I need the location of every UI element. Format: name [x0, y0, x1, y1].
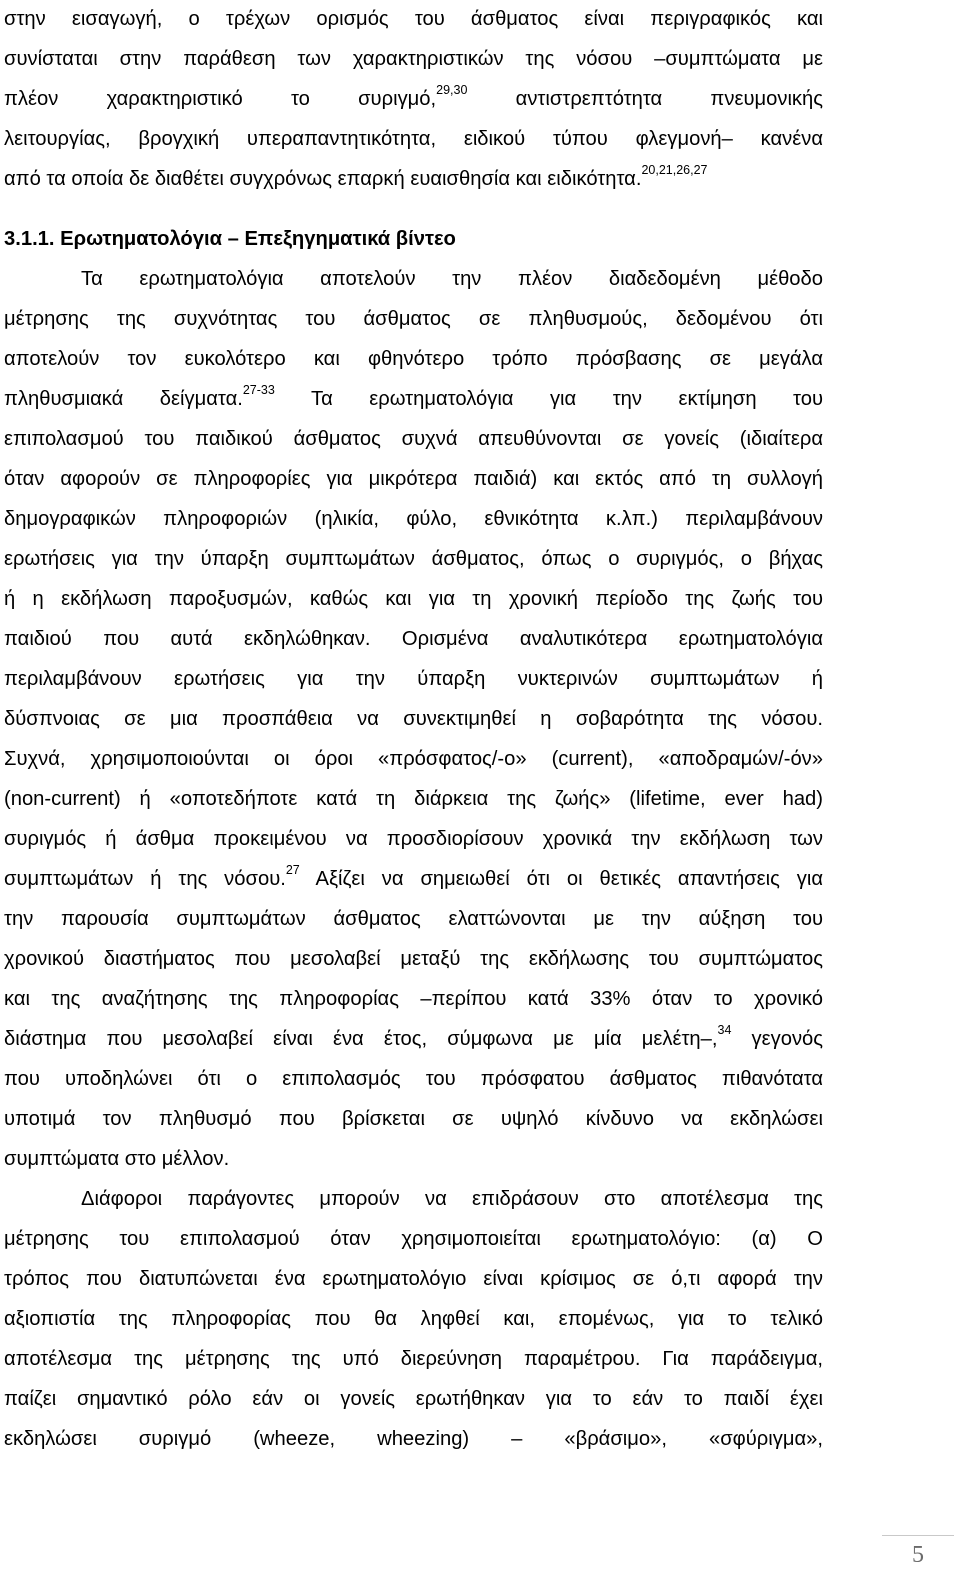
page-number-rule [882, 1535, 954, 1536]
page-number: 5 [912, 1542, 924, 1568]
text-line [4, 786, 823, 826]
text-line [4, 1066, 823, 1106]
text-run: που υποδηλώνει ότι ο επιπολασμός του πρόσφατου άσθματος πιθανότατα [4, 1068, 823, 1090]
citation-superscript: 20,21,26,27 [641, 163, 708, 177]
text-run: δύσπνοιας σε μια προσπάθεια να συνεκτιμηθεί η σοβαρότητα της νόσου. [4, 708, 823, 730]
text-line [4, 383, 823, 426]
text-run: από τα οποία δε διαθέτει συγχρόνως επαρκή ευαισθησία και ειδικότητα. [4, 168, 642, 190]
text-run: υποτιμά τον πληθυσμό που βρίσκεται σε υψηλό κίνδυνο να εκδηλώσει [4, 1108, 823, 1130]
text-run: πλέον χαρακτηριστικό το συριγμό, [4, 88, 437, 110]
text-line [4, 706, 823, 746]
text-run: διάστημα που μεσολαβεί είναι ένα έτος, σύμφωνα με μία μελέτη–, [4, 1028, 718, 1050]
text-run: παιδιού που αυτά εκδηλώθηκαν. Ορισμένα αναλυτικότερα ερωτηματολόγια [4, 628, 823, 650]
text-run: Συχνά, χρησιμοποιούνται οι όροι «πρόσφατος/-ο» (current), «αποδραμών/-όν» [4, 748, 823, 770]
text-run: και της αναζήτησης της πληροφορίας –περίπου κατά 33% όταν το χρονικό [4, 988, 823, 1010]
text-line [4, 83, 823, 126]
text-run: την παρουσία συμπτωμάτων άσθματος ελαττώνονται με την αύξηση του [4, 908, 823, 930]
text-run: συνίσταται στην παράθεση των χαρακτηριστικών της νόσου –συμπτώματα με [4, 48, 823, 70]
text-line [4, 906, 823, 946]
text-line [4, 1146, 823, 1186]
text-line [4, 466, 823, 506]
text-run: Αξίζει να σημειωθεί ότι οι θετικές απαντήσεις για [299, 868, 823, 890]
text-run: Διάφοροι παράγοντες μπορούν να επιδράσουν στο αποτέλεσμα της [81, 1188, 823, 1210]
citation-superscript: 27-33 [242, 383, 275, 397]
text-run: μέτρησης της συχνότητας του άσθματος σε πληθυσμούς, δεδομένου ότι [4, 308, 823, 330]
text-run: εκδηλώσει συριγμό (wheeze, wheezing) – «βράσιμο», «σφύριγμα», [4, 1428, 823, 1450]
text-line [81, 266, 823, 306]
citation-superscript: 29,30 [436, 83, 468, 97]
text-line [4, 946, 823, 986]
text-line [4, 586, 823, 626]
text-run: αντιστρεπτότητα πνευμονικής [467, 88, 823, 110]
text-run: Τα ερωτηματολόγια αποτελούν την πλέον διαδεδομένη μέθοδο [81, 268, 823, 290]
text-line [4, 346, 823, 386]
text-run: συμπτώματα στο μέλλον. [4, 1148, 230, 1170]
text-run: μέτρησης του επιπολασμού όταν χρησιμοποιείται ερωτηματολόγιο: (α) Ο [4, 1228, 823, 1250]
text-line [4, 666, 823, 706]
text-run: παίζει σημαντικό ρόλο εάν οι γονείς ερωτήθηκαν για το εάν το παιδί έχει [4, 1388, 823, 1410]
text-line [4, 1426, 823, 1466]
text-line [4, 1346, 823, 1386]
text-run: γεγονός [731, 1028, 823, 1050]
text-run: συριγμός ή άσθμα προκειμένου να προσδιορίσουν χρονικά την εκδήλωση των [4, 828, 823, 850]
text-line [4, 626, 823, 666]
text-line [4, 1386, 823, 1426]
text-line [4, 826, 823, 866]
text-line [4, 863, 823, 906]
section-heading [4, 226, 823, 266]
text-run: στην εισαγωγή, ο τρέχων ορισμός του άσθματος είναι περιγραφικός και [4, 8, 823, 30]
text-run: χρονικού διαστήματος που μεσολαβεί μεταξύ της εκδήλωσης του συμπτώματος [4, 948, 823, 970]
text-line [4, 1306, 823, 1346]
text-run: συμπτωμάτων ή της νόσου. [4, 868, 286, 890]
text-run: 3.1.1. Ερωτηματολόγια – Επεξηγηματικά βίντεο [4, 228, 456, 250]
text-run: (non-current) ή «οποτεδήποτε κατά τη διάρκεια της ζωής» (lifetime, ever had) [4, 788, 823, 810]
text-run: αποτέλεσμα της μέτρησης της υπό διερεύνηση παραμέτρου. Για παράδειγμα, [4, 1348, 823, 1370]
text-line [4, 506, 823, 546]
text-line [4, 1106, 823, 1146]
citation-superscript: 27 [285, 863, 300, 877]
text-run: ή η εκδήλωση παροξυσμών, καθώς και για τη χρονική περίοδο της ζωής του [4, 588, 823, 610]
citation-superscript: 34 [717, 1023, 732, 1037]
text-run: επιπολασμού του παιδικού άσθματος συχνά απευθύνονται σε γονείς (ιδιαίτερα [4, 428, 823, 450]
text-line [4, 1023, 823, 1066]
text-run: περιλαμβάνουν ερωτήσεις για την ύπαρξη νυκτερινών συμπτωμάτων ή [4, 668, 823, 690]
text-run: Τα ερωτηματολόγια για την εκτίμηση του [274, 388, 823, 410]
text-run: τρόπος που διατυπώνεται ένα ερωτηματολόγιο είναι κρίσιμος σε ό,τι αφορά την [4, 1268, 823, 1290]
text-run: ερωτήσεις για την ύπαρξη συμπτωμάτων άσθματος, όπως ο συριγμός, ο βήχας [4, 548, 823, 570]
text-run: πληθυσμιακά δείγματα. [4, 388, 243, 410]
text-run: αξιοπιστία της πληροφορίας που θα ληφθεί και, επομένως, για το τελικό [4, 1308, 823, 1330]
text-run: όταν αφορούν σε πληροφορίες για μικρότερα παιδιά) και εκτός από τη συλλογή [4, 468, 823, 490]
text-line [4, 163, 823, 206]
text-line [4, 306, 823, 346]
text-line [4, 1266, 823, 1306]
text-line [4, 546, 823, 586]
text-line [4, 986, 823, 1026]
text-line [4, 6, 823, 46]
text-run: αποτελούν τον ευκολότερο και φθηνότερο τρόπο πρόσβασης σε μεγάλα [4, 348, 823, 370]
text-run: λειτουργίας, βρογχική υπεραπαντητικότητα, ειδικού τύπου φλεγμονή– κανένα [4, 128, 823, 150]
text-line [4, 746, 823, 786]
text-run: δημογραφικών πληροφοριών (ηλικία, φύλο, εθνικότητα κ.λπ.) περιλαμβάνουν [4, 508, 823, 530]
text-line [4, 126, 823, 166]
text-line [81, 1186, 823, 1226]
text-line [4, 426, 823, 466]
text-line [4, 46, 823, 86]
text-line [4, 1226, 823, 1266]
